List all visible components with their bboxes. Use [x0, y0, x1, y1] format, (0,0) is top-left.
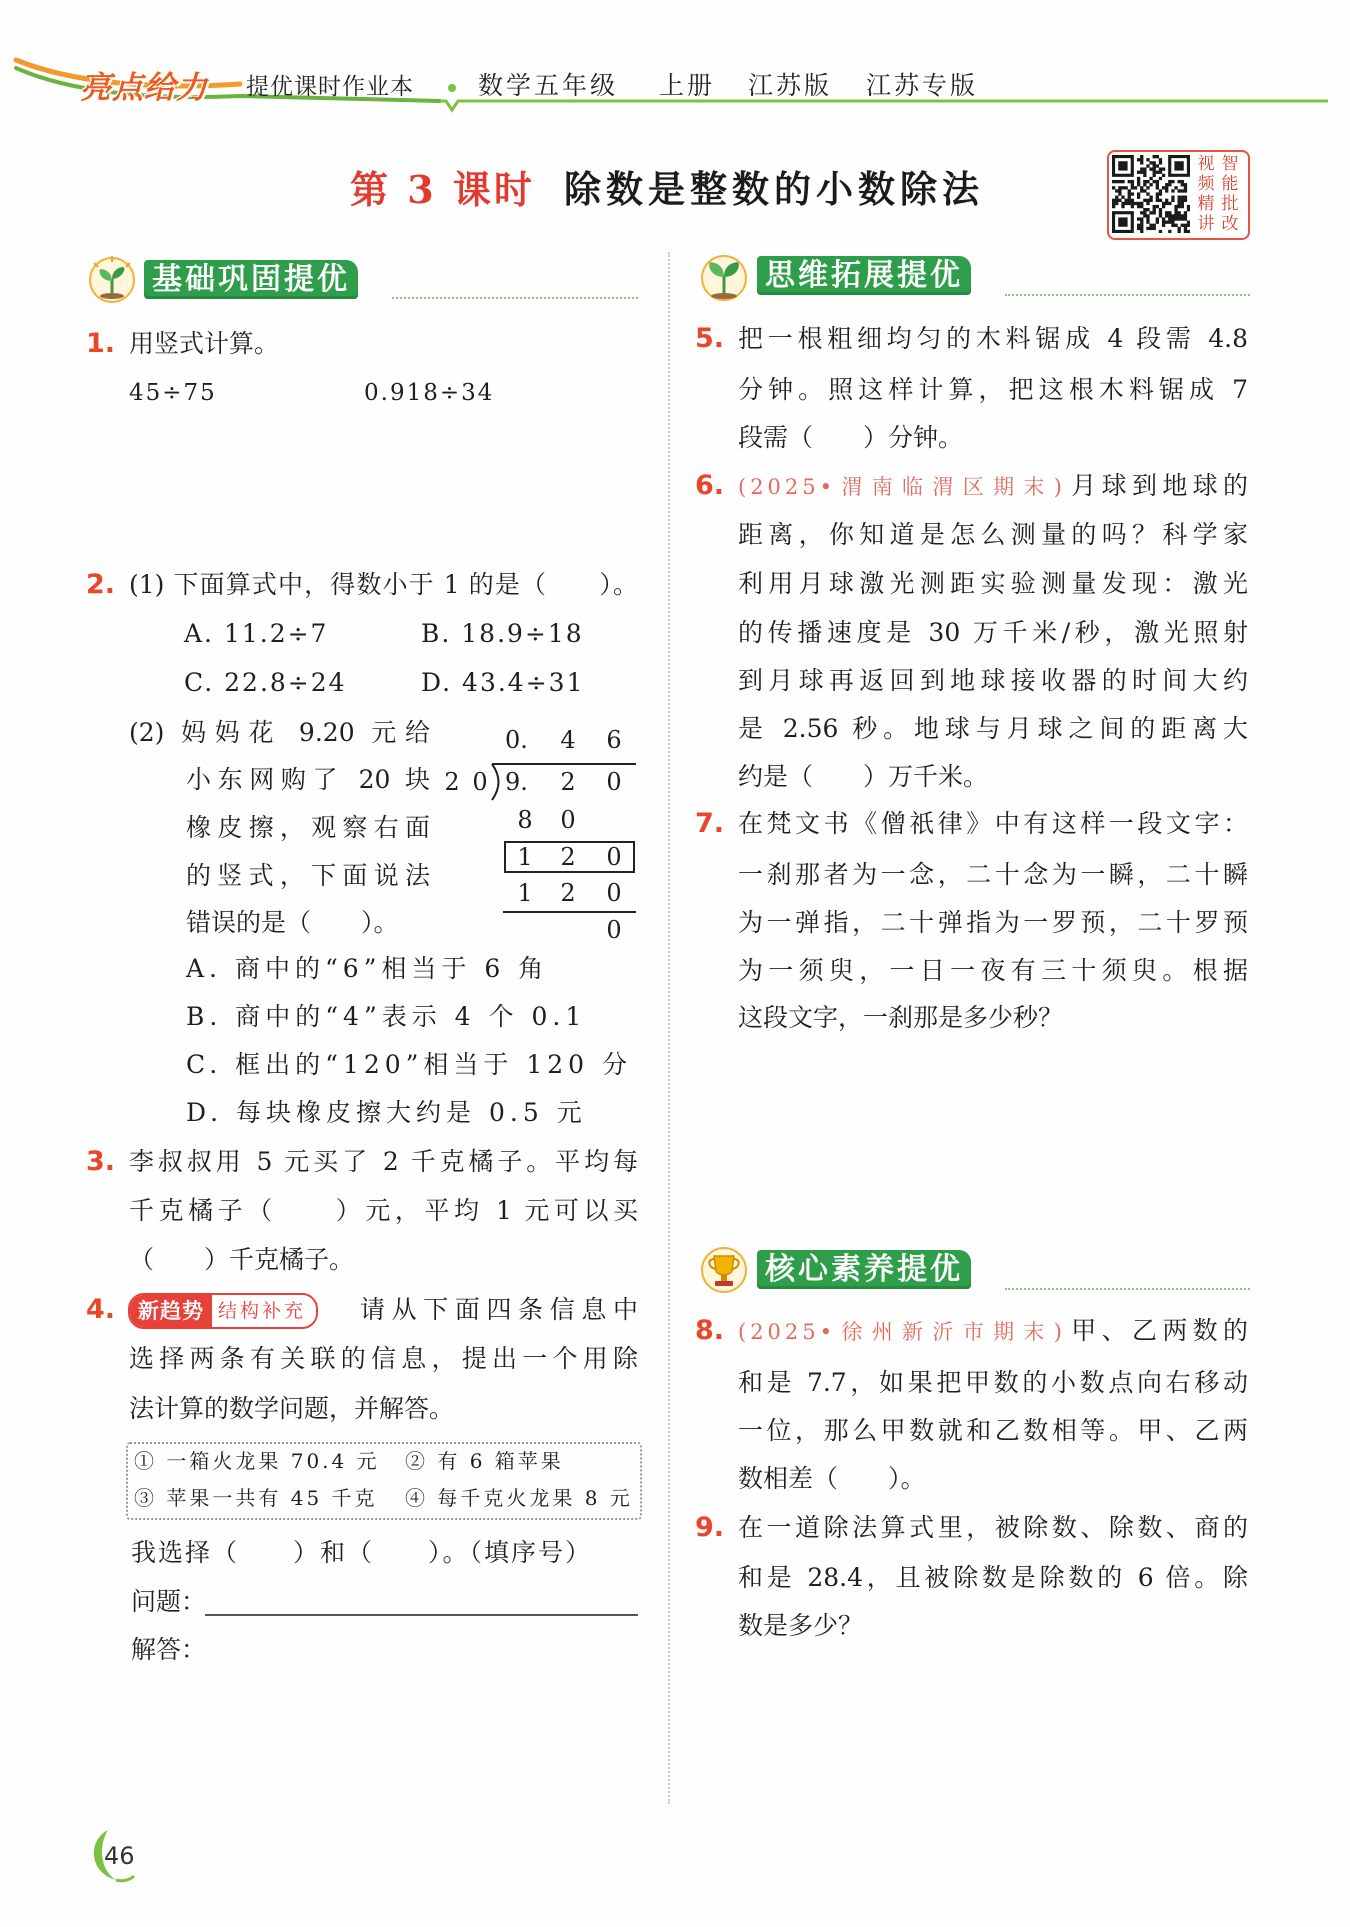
- info-item: ② 有 6 箱苹果: [405, 1449, 564, 1473]
- choice-option: D. 每块橡皮擦大约是 0.5 元: [186, 1098, 587, 1127]
- question-text-line: 一位，那么甲数就和乙数相等。甲、乙两: [738, 1416, 1248, 1445]
- question-text-line: (2) 妈妈花 9.20 元给: [129, 718, 430, 747]
- step-digit: 8: [517, 806, 533, 834]
- brand-logo: 亮点给力: [80, 70, 208, 106]
- question-text-line: 数是多少？: [738, 1611, 864, 1640]
- step-digit: 0: [606, 879, 622, 907]
- question-text-line: [738, 462, 1248, 510]
- dividend-digit: 9.: [505, 768, 528, 796]
- question-text-line: 在梵文书《僧祇律》中有这样一段文字：: [738, 809, 1248, 838]
- expression-item: 45÷75: [129, 380, 217, 406]
- question-text-line: 和是 28.4，且被除数是除数的 6 倍。除: [738, 1563, 1248, 1592]
- remainder-digit: 0: [606, 916, 622, 944]
- question-text-line: 的竖式，下面说法: [186, 861, 430, 890]
- info-item: ③ 苹果一共有 45 千克: [134, 1486, 378, 1510]
- question-number: 8.: [695, 1315, 725, 1346]
- boxed-digit: 0: [606, 843, 622, 871]
- question-text-line: 数相差（ ）。: [738, 1464, 926, 1493]
- section-divider: [1005, 1288, 1250, 1290]
- question-text-line: 把一根粗细均匀的木料锯成 4 段需 4.8: [738, 324, 1248, 353]
- question-number: 2.: [86, 569, 116, 600]
- choice-option: C. 22.8÷24: [184, 668, 347, 697]
- answer-underline: [205, 1590, 638, 1616]
- choice-option: D. 43.4÷31: [421, 668, 585, 697]
- question-tag: [128, 1293, 318, 1329]
- question-text-line: 约是（ ）万千米。: [738, 762, 989, 791]
- question-text-line: [738, 1307, 1248, 1355]
- step-digit: 1: [517, 879, 533, 907]
- question-number: 4.: [86, 1294, 116, 1325]
- question-number: 9.: [695, 1512, 725, 1543]
- question-number: 3.: [86, 1146, 116, 1177]
- page-title: 除数是整数的小数除法: [564, 168, 984, 211]
- question-text-line: 是 2.56 秒。地球与月球之间的距离大: [738, 714, 1248, 743]
- volume-label: 上册: [659, 71, 716, 100]
- question-text-line: 橡皮擦，观察右面: [186, 813, 430, 842]
- question-text-line: 这段文字，一刹那是多少秒？: [738, 1003, 1064, 1032]
- question-number: 6.: [695, 470, 725, 501]
- question-text: (1) 下面算式中，得数小于 1 的是（ ）。: [129, 570, 638, 599]
- divisor-digit: 0: [472, 768, 488, 796]
- choice-option: B. 18.9÷18: [421, 619, 584, 648]
- boxed-digit: 1: [517, 843, 533, 871]
- trophy-icon: [698, 1245, 750, 1295]
- question-label: 问题：: [131, 1587, 207, 1616]
- question-number: 7.: [695, 808, 725, 839]
- question-text-line: 的传播速度是 30 万千米/秒，激光照射: [738, 618, 1248, 647]
- type-tag: 结构补充: [212, 1295, 316, 1327]
- info-item: ④ 每千克火龙果 8 元: [405, 1486, 633, 1510]
- qr-label-grading: 智能批改: [1221, 154, 1239, 234]
- page-number: 46: [104, 1842, 135, 1870]
- question-number: 5.: [695, 323, 725, 354]
- qr-label-video: 视频精讲: [1197, 154, 1215, 234]
- dividend-digit: 0: [606, 768, 622, 796]
- question-text-line: 距离，你知道是怎么测量的吗？科学家: [738, 520, 1248, 549]
- question-text-line: 和是 7.7，如果把甲数的小数点向右移动: [738, 1368, 1248, 1397]
- section-title-thinking: 思维拓展提优: [757, 256, 971, 295]
- choose-prompt: 我选择（ ）和（ ）。（填序号）: [131, 1538, 593, 1567]
- question-text: 月球到地球的: [1065, 471, 1248, 500]
- question-text-line: 段需（ ）分钟。: [738, 423, 964, 452]
- question-text-line: 在一道除法算式里，被除数、除数、商的: [738, 1513, 1248, 1542]
- answer-label: 解答：: [131, 1635, 207, 1664]
- question-text-line: 小东网购了 20 块: [186, 765, 430, 794]
- question-text-line: 错误的是（ ）。: [186, 908, 399, 937]
- choice-option: C. 框出的“120”相当于 120 分: [186, 1050, 633, 1079]
- question-number: 1.: [86, 328, 116, 359]
- step-digit: 0: [560, 806, 576, 834]
- boxed-digit: 2: [560, 843, 576, 871]
- question-text-line: 利用月球激光测距实验测量发现：激光: [738, 569, 1248, 598]
- choice-option: B. 商中的“4”表示 4 个 0.1: [186, 1002, 587, 1031]
- question-text-line: 选择两条有关联的信息，提出一个用除: [129, 1344, 638, 1373]
- question-text-line: 李叔叔用 5 元买了 2 千克橘子。平均每: [129, 1147, 638, 1176]
- question-text-line: 分钟。照这样计算，把这根木料锯成 7: [738, 375, 1248, 404]
- question-text-line: 法计算的数学问题，并解答。: [129, 1394, 455, 1423]
- choice-option: A. 商中的“6”相当于 6 角: [186, 954, 549, 983]
- subject-grade: 数学五年级: [478, 71, 619, 100]
- question-text-line: 一刹那者为一念，二十念为一瞬，二十瞬: [738, 860, 1248, 889]
- source-tag: (2025•徐州新沂市期末): [738, 1320, 1066, 1344]
- trend-tag: 新趋势: [130, 1295, 212, 1327]
- question-text-line: 到月球再返回到地球接收器的时间大约: [738, 666, 1248, 695]
- step-digit: 2: [560, 879, 576, 907]
- quotient-digit: 0.: [505, 726, 528, 754]
- expression-item: 0.918÷34: [364, 380, 495, 406]
- question-text-line: 请从下面四条信息中: [360, 1295, 638, 1324]
- info-item: ① 一箱火龙果 70.4 元: [134, 1449, 380, 1473]
- question-text-line: 为一须臾，一日一夜有三十须臾。根据: [738, 956, 1248, 985]
- choice-option: A. 11.2÷7: [184, 619, 329, 648]
- divisor-digit: 2: [444, 768, 460, 796]
- question-text: 甲、乙两数的: [1065, 1316, 1248, 1345]
- source-tag: (2025•渭南临渭区期末): [738, 475, 1066, 499]
- section-title-core: 核心素养提优: [757, 1250, 971, 1289]
- dividend-digit: 2: [560, 768, 576, 796]
- quotient-digit: 4: [560, 726, 576, 754]
- question-text-line: （ ）千克橘子。: [129, 1245, 355, 1274]
- edition-label: 江苏版: [748, 71, 833, 100]
- quotient-digit: 6: [606, 726, 622, 754]
- question-text: 用竖式计算。: [129, 329, 280, 358]
- series-name: 提优课时作业本: [246, 74, 414, 100]
- question-text-line: 为一弹指，二十弹指为一罗预，二十罗预: [738, 908, 1248, 937]
- special-edition-label: 江苏专版: [866, 71, 979, 100]
- section-title-basic: 基础巩固提优: [144, 260, 358, 299]
- lesson-number: 第 3 课时: [350, 167, 535, 212]
- question-text-line: 千克橘子（ ）元，平均 1 元可以买: [129, 1196, 638, 1225]
